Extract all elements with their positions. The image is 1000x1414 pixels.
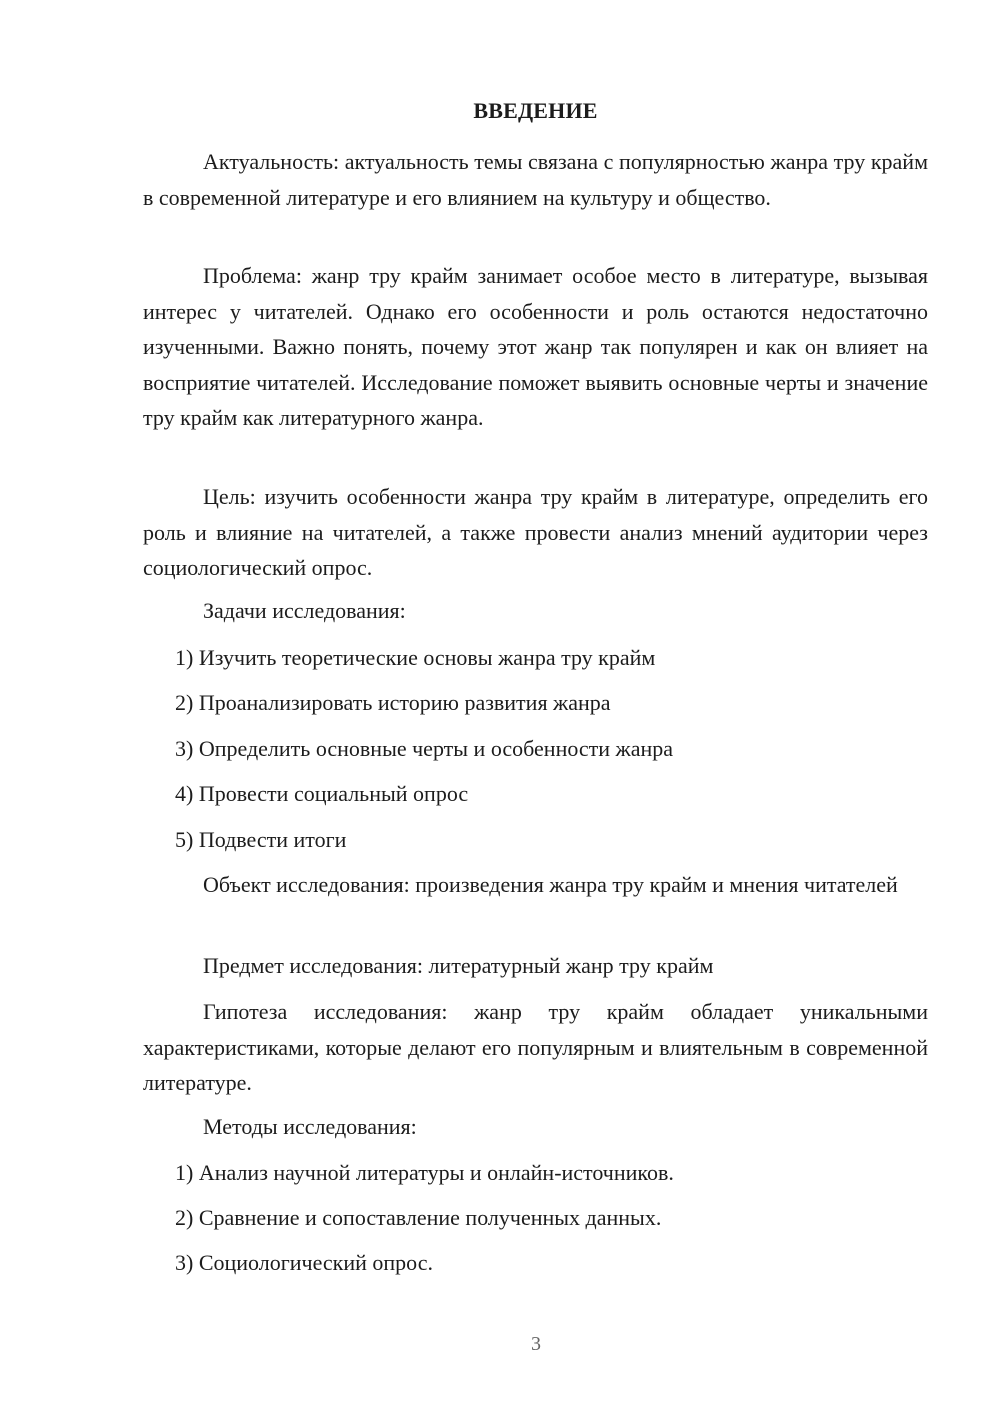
- task-item: 5) Подвести итоги: [175, 827, 347, 852]
- methods-heading: Методы исследования:: [203, 1114, 417, 1139]
- method-item: 3) Социологический опрос.: [175, 1250, 433, 1275]
- page-number: 3: [531, 1333, 541, 1355]
- tasks-heading: Задачи исследования:: [203, 598, 406, 623]
- section-title: ВВЕДЕНИЕ: [473, 98, 598, 123]
- task-item: 4) Провести социальный опрос: [175, 781, 469, 806]
- subject-paragraph: Предмет исследования: литературный жанр тру крайм: [203, 953, 714, 978]
- hypothesis-paragraph: Гипотеза исследования: жанр тру крайм обладает уникальными характеристиками, которые делают его популярным и влиятельным в современной литературе.: [143, 999, 928, 1095]
- problem-paragraph: Проблема: жанр тру крайм занимает особое место в литературе, вызывая интерес у читателей. Однако его особенности и роль остаются недостаточно изученными. Важно понять, почему этот жанр так популярен и как он влияет на восприятие читателей. Исследование поможет выявить основные черты и значение тру крайм как литературного жанра.: [143, 263, 928, 430]
- method-item: 1) Анализ научной литературы и онлайн-источников.: [175, 1160, 674, 1185]
- goal-paragraph: Цель: изучить особенности жанра тру крайм в литературе, определить его роль и влияние на читателей, а также провести анализ мнений аудитории через социологический опрос.: [143, 484, 928, 580]
- method-item: 2) Сравнение и сопоставление полученных данных.: [175, 1205, 662, 1230]
- task-item: 2) Проанализировать историю развития жанра: [175, 690, 611, 715]
- relevance-paragraph: Актуальность: актуальность темы связана с популярностью жанра тру крайм в современной литературе и его влиянием на культуру и общество.: [143, 149, 928, 210]
- task-item: 3) Определить основные черты и особенности жанра: [175, 736, 674, 761]
- object-paragraph: Объект исследования: произведения жанра тру крайм и мнения читателей: [203, 872, 898, 897]
- task-item: 1) Изучить теоретические основы жанра тру крайм: [175, 645, 656, 670]
